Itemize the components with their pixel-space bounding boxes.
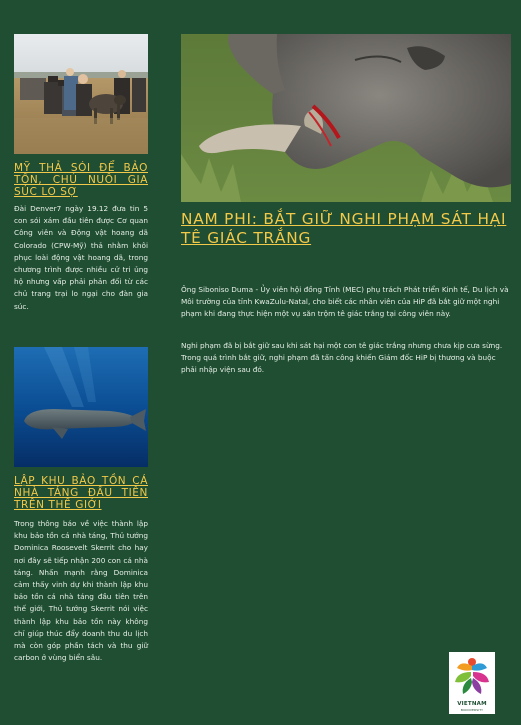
sperm-whale-photo: [14, 347, 148, 467]
logo-text-biodiversity: BIODIVERSITY: [460, 708, 484, 712]
vietnam-biodiversity-logo: [449, 652, 495, 714]
side-article-1-body: Đài Denver7 ngày 19.12 đưa tin 5 con sói xám đầu tiên được Cơ quan Công viên và Động vật hoang dã Colorado (CPW-Mỹ) thả nhằm khôi phục loài động vật hoang dã, trong chương trình được nhiều cử tri ủng hộ nhưng vấp phải phản đối từ các chủ trang trại lo ngại cho đàn gia súc.: [14, 204, 148, 311]
main-article-title[interactable]: NAM PHI: BẮT GIỮ NGHI PHẠM SÁT HẠI TÊ GIÁC TRẮNG: [181, 210, 507, 247]
side-article-2-body: Trong thông báo về việc thành lập khu bảo tồn cá nhà táng, Thủ tướng Dominica Roosevelt Skerrit cho hay nơi đây sẽ tiếp nhận 200 con cá nhà táng. Nhấn mạnh rằng Dominica cảm thấy vinh dự khi thành lập khu bảo tồn cá nhà táng đầu tiên trên thế giới, Thủ tướng Skerrit nói việc thành lập khu bảo tồn này không chỉ giúp thúc đẩy doanh thu du lịch mà còn góp phần tách và thu giữ carbon ở vùng biển sâu.: [14, 519, 148, 663]
side-article-2-title[interactable]: LẬP KHU BẢO TỒN CÁ NHÀ TÁNG ĐẦU TIÊN TRÊN THẾ GIỚI: [14, 475, 148, 511]
wolf-release-photo: [14, 34, 148, 154]
side-article-1-title[interactable]: MỸ THẢ SÓI ĐỂ BẢO TỒN, CHỦ NUÔI GIA SÚC LO SỢ: [14, 162, 148, 198]
logo-text-vietnam: VIETNAM: [457, 701, 487, 707]
main-article-paragraph-2: Nghi phạm đã bị bắt giữ sau khi sát hại một con tê giác trắng nhưng chưa kịp cưa sừng. Trong quá trình bắt giữ, nghi phạm đã tấn công khiến Giám đốc HiP bị thương và buộc phải nhập viện sau đó.: [181, 341, 503, 375]
main-article-paragraph-1: Ông Siboniso Duma - Ủy viên hội đồng Tỉnh (MEC) phụ trách Phát triển Kinh tế, Du lịch và Môi trường của tỉnh KwaZulu-Natal, cho biết các nhân viên của HiP đã bắt giữ một nghi phạm khi đang thực hiện một vụ săn trộm tê giác trắng tại công viên này.: [181, 285, 509, 319]
rhino-photo: [181, 34, 511, 202]
leaf-emblem-icon: [449, 652, 495, 700]
